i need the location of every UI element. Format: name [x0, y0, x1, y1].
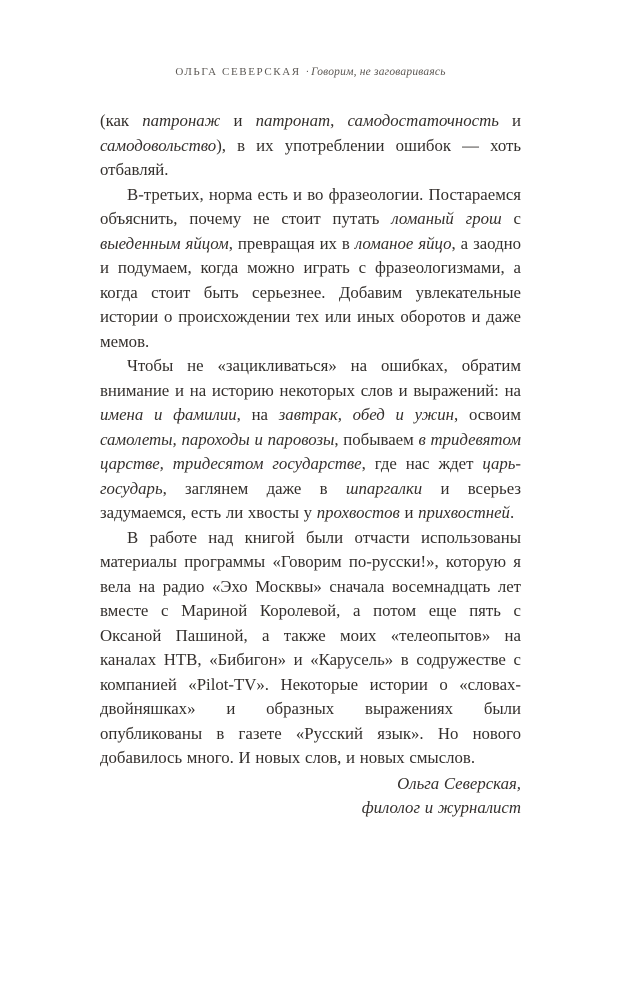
author-signature [100, 772, 521, 821]
body-paragraph: (как патронаж и патронат, самодостаточность и самодовольство), в их употреблении ошибок — хоть отбавляй. [100, 111, 521, 179]
header-book-title: Говорим, не заговариваясь [311, 66, 446, 78]
signature-role: филолог и журналист [361, 798, 521, 817]
running-header [100, 66, 521, 78]
signature-name: Ольга Северская, [397, 773, 521, 793]
header-author-name: ОЛЬГА СЕВЕРСКАЯ [175, 66, 301, 78]
body-paragraph: Чтобы не «зацикливаться» на ошибках, обратим внимание и на историю некоторых слов и выражений: на имена и фамилии, на завтрак, обед и ужин, освоим самолеты, пароходы и паровозы, побываем в тридевятом царстве, тридесятом государстве, где нас ждет царь-государь, заглянем даже в шпаргалки и всерьез задумаемся, есть ли хвосты у прохвостов и прихвостней. [100, 356, 522, 522]
header-separator-dot: · [305, 67, 310, 78]
body-paragraph: В работе над книгой были отчасти использованы материалы программы «Говорим по-русски!», которую я вела на радио «Эхо Москвы» сначала восемнадцать лет вместе с Мариной Королевой, а потом еще пять с Оксаной Пашиной, а также моих «телеопытов» на каналах НТВ, «Бибигон» и «Карусель» в содружестве с компанией «Pilot-TV». Некоторые истории о «словах-двойняшках» и образных выражениях были опубликованы в газете «Русский язык». Но нового добавилось много. И новых слов, и новых смыслов. [100, 527, 521, 767]
page-content [100, 109, 521, 821]
body-paragraph: В-третьих, норма есть и во фразеологии. Постараемся объяснить, почему не стоит путать ломаный грош с выеденным яйцом, превращая их в ломаное яйцо, а заодно и подумаем, когда можно играть с фразеологизмами, а когда стоит быть серьезнее. Добавим увлекательные истории о происхождении тех или иных оборотов и даже мемов. [100, 184, 521, 351]
